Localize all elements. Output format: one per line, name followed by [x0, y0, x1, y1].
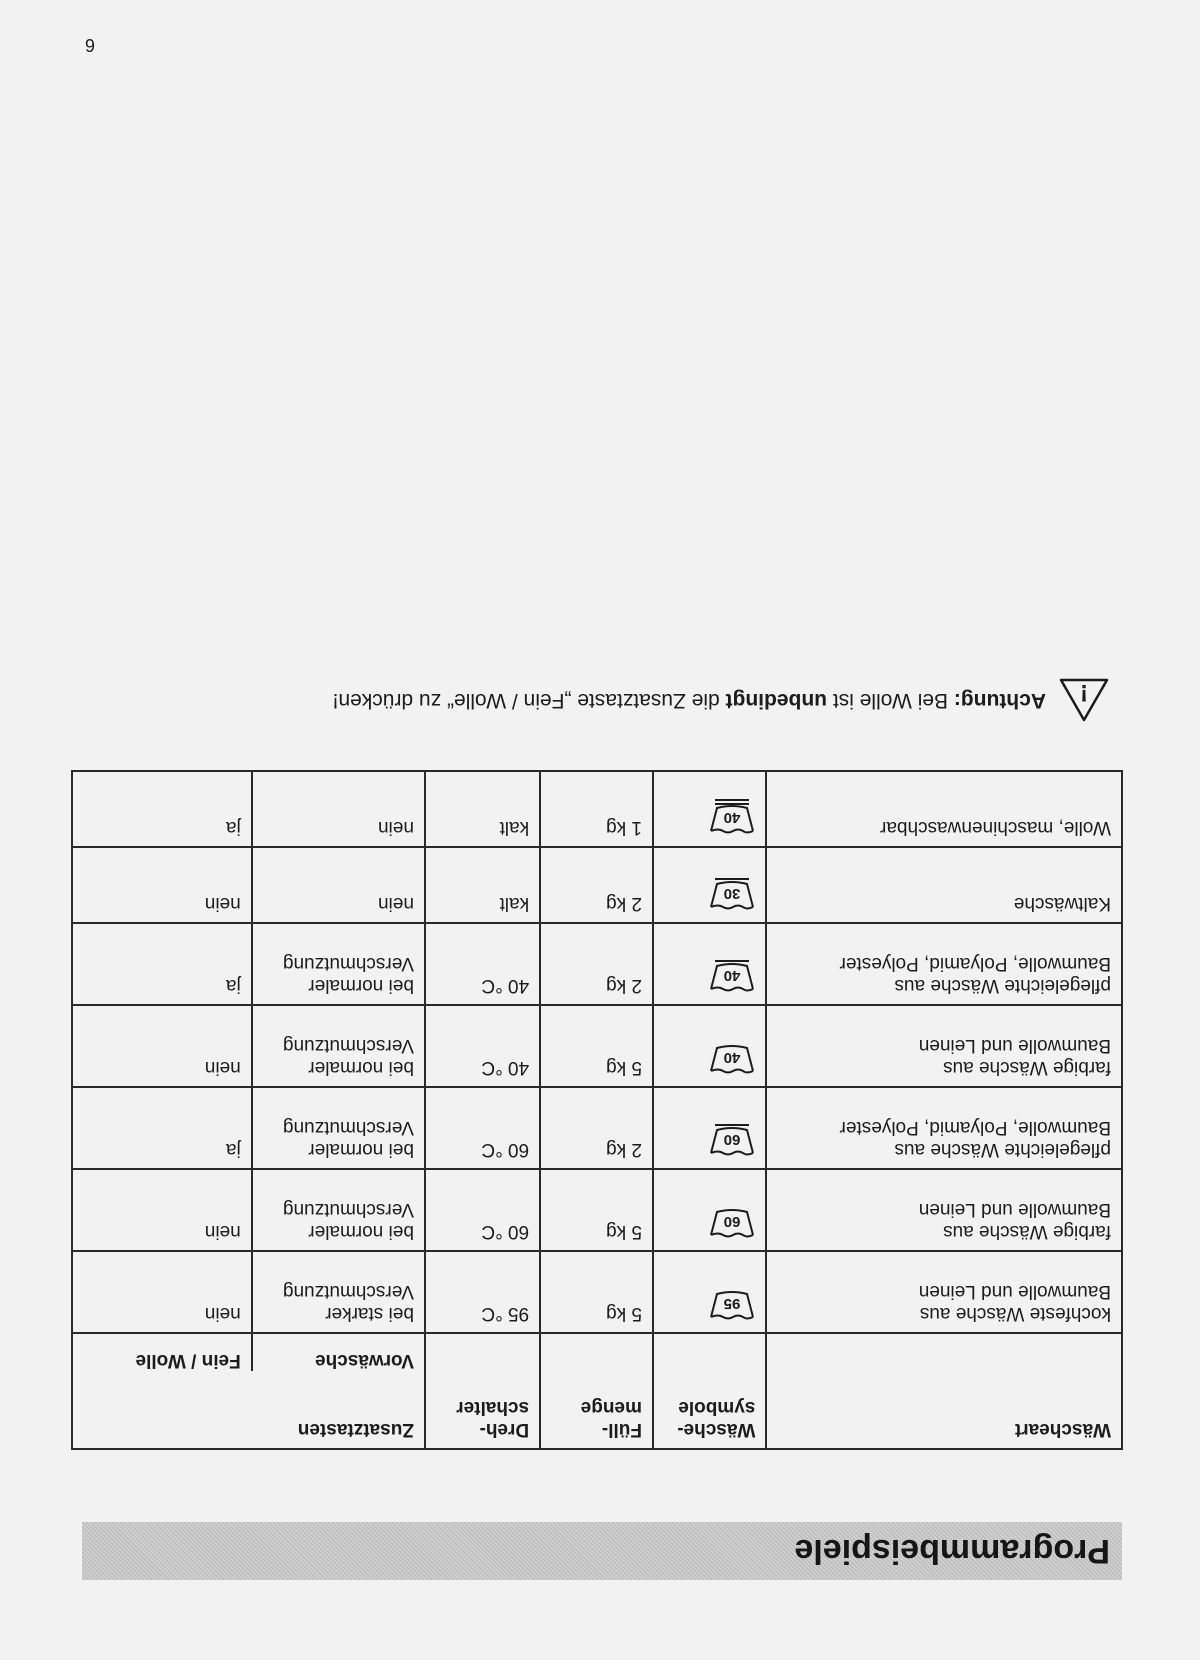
- waescheart-line1: Kaltwäsche: [1013, 893, 1111, 914]
- wash-tub-icon: [709, 1044, 755, 1074]
- waescheart-line1: farbige Wäsche aus: [943, 1221, 1111, 1242]
- header-symbole-line2: symbole: [678, 1397, 756, 1418]
- wash-tub-gentle-icon: [709, 962, 755, 992]
- waescheart-line2: Baumwolle und Leinen: [918, 1281, 1111, 1302]
- cell-fein-wolle: nein: [72, 1251, 252, 1333]
- cell-waeschesymbol: [653, 1005, 766, 1087]
- program-examples-table: [71, 770, 1123, 1450]
- cell-drehschalter: 40 °C: [425, 1005, 540, 1087]
- header-zusatztasten-label: Zusatztasten: [297, 1419, 414, 1440]
- header-vorwaesche-label: Vorwäsche: [315, 1350, 414, 1371]
- cell-waeschesymbol: [653, 1087, 766, 1169]
- header-vorwaesche: [252, 1333, 425, 1371]
- cell-waescheart: [766, 771, 1122, 847]
- vorwaesche-line2: Verschmutzung: [282, 1035, 414, 1056]
- waescheart-line1: Wolle, maschinenwaschbar: [880, 817, 1111, 838]
- header-fuell-line2: menge: [580, 1397, 642, 1418]
- cell-fein-wolle: nein: [72, 1005, 252, 1087]
- cell-fein-wolle: nein: [72, 1169, 252, 1251]
- cell-waeschesymbol: [653, 771, 766, 847]
- cell-fuellmenge: 1 kg: [540, 771, 653, 847]
- cell-waeschesymbol: [653, 847, 766, 923]
- table-row: [72, 847, 1122, 923]
- vorwaesche-line1: bei normaler: [308, 1221, 414, 1242]
- cell-drehschalter: 40 °C: [425, 923, 540, 1005]
- wash-temp-label: 30: [724, 885, 741, 902]
- page-number: 6: [84, 35, 95, 55]
- waescheart-line1: kochfeste Wäsche aus: [919, 1303, 1111, 1324]
- waescheart-line1: pflegeleichte Wäsche aus: [894, 1139, 1111, 1160]
- header-fein-wolle: [72, 1333, 252, 1371]
- vorwaesche-line1: bei normaler: [308, 1057, 414, 1078]
- header-zusatztasten: [72, 1371, 425, 1449]
- cell-vorwaesche: [252, 1251, 425, 1333]
- waescheart-line2: Baumwolle, Polyamid, Polyester: [839, 1117, 1111, 1138]
- vorwaesche-line1: bei normaler: [308, 975, 414, 996]
- cell-fuellmenge: 5 kg: [540, 1251, 653, 1333]
- table-row: [72, 1087, 1122, 1169]
- wash-tub-icon: [709, 1290, 755, 1320]
- warning-text-before: Bei Wolle ist: [827, 689, 954, 712]
- header-fuellmenge: [540, 1333, 653, 1449]
- warning-triangle-icon: [1058, 677, 1110, 723]
- header-waescheart-label: Wäscheart: [1014, 1419, 1111, 1440]
- vorwaesche-line1: bei starker: [325, 1303, 414, 1324]
- cell-drehschalter: kalt: [425, 771, 540, 847]
- cell-fein-wolle: ja: [72, 1087, 252, 1169]
- cell-fuellmenge: 2 kg: [540, 1087, 653, 1169]
- waescheart-line2: Baumwolle und Leinen: [918, 1199, 1111, 1220]
- wash-temp-label: 60: [724, 1131, 741, 1148]
- table-header-row: [72, 1371, 1122, 1449]
- wash-tub-hand-icon: [709, 804, 755, 834]
- table-row: [72, 771, 1122, 847]
- header-symbole: [653, 1333, 766, 1449]
- cell-vorwaesche: [252, 1169, 425, 1251]
- cell-drehschalter: 60 °C: [425, 1169, 540, 1251]
- vorwaesche-line2: Verschmutzung: [282, 1117, 414, 1138]
- vorwaesche-line1: bei normaler: [308, 1139, 414, 1160]
- section-title: Programmbeispiele: [794, 1532, 1110, 1571]
- warning-text-after: die Zusatztaste „Fein / Wolle“ zu drücken!: [332, 689, 726, 712]
- cell-drehschalter: 95 °C: [425, 1251, 540, 1333]
- cell-waeschesymbol: [653, 1251, 766, 1333]
- vorwaesche-line2: Verschmutzung: [282, 1281, 414, 1302]
- cell-fuellmenge: 2 kg: [540, 847, 653, 923]
- warning-lead: Achtung:: [953, 689, 1046, 712]
- cell-waescheart: [766, 1005, 1122, 1087]
- cell-vorwaesche: nein: [252, 847, 425, 923]
- cell-waescheart: [766, 1087, 1122, 1169]
- warning-notice: [70, 675, 1110, 725]
- waescheart-line2: Baumwolle und Leinen: [918, 1035, 1111, 1056]
- cell-vorwaesche: [252, 923, 425, 1005]
- cell-waescheart: [766, 847, 1122, 923]
- cell-waescheart: [766, 1169, 1122, 1251]
- header-symbole-line1: Wäsche-: [677, 1419, 756, 1440]
- cell-vorwaesche: [252, 1087, 425, 1169]
- table-row: [72, 1251, 1122, 1333]
- wash-tub-gentle-icon: [709, 1126, 755, 1156]
- cell-waeschesymbol: [653, 1169, 766, 1251]
- cell-drehschalter: 60 °C: [425, 1087, 540, 1169]
- waescheart-line1: pflegeleichte Wäsche aus: [894, 975, 1111, 996]
- table-row: [72, 1005, 1122, 1087]
- header-fuell-line1: Füll-: [601, 1419, 642, 1440]
- cell-waeschesymbol: [653, 923, 766, 1005]
- cell-vorwaesche: nein: [252, 771, 425, 847]
- cell-fuellmenge: 5 kg: [540, 1169, 653, 1251]
- header-dreh-line2: schalter: [456, 1397, 530, 1418]
- cell-drehschalter: kalt: [425, 847, 540, 923]
- warning-text: [333, 688, 1046, 712]
- table-row: [72, 1169, 1122, 1251]
- cell-vorwaesche: [252, 1005, 425, 1087]
- vorwaesche-line2: Verschmutzung: [282, 1199, 414, 1220]
- cell-fein-wolle: ja: [72, 771, 252, 847]
- wash-tub-icon: [709, 1208, 755, 1238]
- cell-fein-wolle: ja: [72, 923, 252, 1005]
- cell-fuellmenge: 5 kg: [540, 1005, 653, 1087]
- wash-temp-label: 95: [724, 1295, 741, 1312]
- cell-fuellmenge: 2 kg: [540, 923, 653, 1005]
- wash-temp-label: 40: [724, 809, 741, 826]
- header-waescheart: [766, 1333, 1122, 1449]
- wash-temp-label: 60: [724, 1213, 741, 1230]
- warning-emphasis: unbedingt: [725, 689, 828, 712]
- cell-fein-wolle: nein: [72, 847, 252, 923]
- waescheart-line1: farbige Wäsche aus: [943, 1057, 1111, 1078]
- header-drehschalter: [425, 1333, 540, 1449]
- header-fein-wolle-label: Fein / Wolle: [135, 1350, 241, 1371]
- warning-glyph: !: [1080, 679, 1088, 706]
- cell-waescheart: [766, 1251, 1122, 1333]
- waescheart-line2: Baumwolle, Polyamid, Polyester: [839, 953, 1111, 974]
- wash-temp-label: 40: [724, 967, 741, 984]
- cell-waescheart: [766, 923, 1122, 1005]
- wash-temp-label: 40: [724, 1049, 741, 1066]
- wash-tub-gentle-icon: [709, 880, 755, 910]
- table-row: [72, 923, 1122, 1005]
- header-dreh-line1: Dreh-: [479, 1419, 530, 1440]
- vorwaesche-line2: Verschmutzung: [282, 953, 414, 974]
- section-title-bar: [82, 1522, 1122, 1580]
